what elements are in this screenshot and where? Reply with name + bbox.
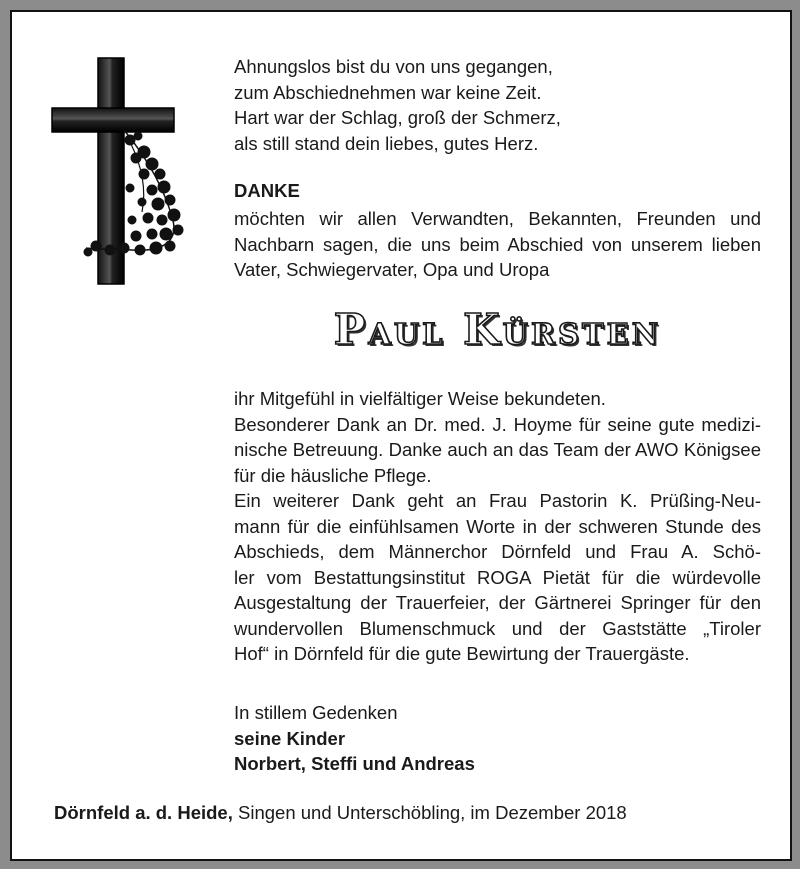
danke-line: Vater, Schwiegervater, Opa und Uropa: [234, 259, 550, 280]
thanks-line: Abschieds, dem Männerchor Dörnfeld und Frau A. Schö-: [234, 541, 761, 562]
poem-line: als still stand dein liebes, gutes Herz.: [234, 132, 539, 154]
thanks-line: mann für die einfühlsamen Worte in der schweren Stunde des: [234, 515, 761, 537]
thanks-line: Ausgestaltung der Trauerfeier, der Gärtnerei Springer für den: [234, 592, 761, 613]
thanks-line: Ein weiterer Dank geht an Frau Pastorin K. Prüßing-Neu-: [234, 490, 761, 511]
danke-text: [234, 206, 761, 283]
closing-signature: [234, 700, 475, 777]
thanks-line: für die häusliche Pflege.: [234, 464, 432, 486]
danke-line: Nachbarn sagen, die uns beim Abschied von unserem lieben: [234, 233, 761, 255]
thanks-line: ler vom Bestattungsinstitut ROGA Pietät für die würdevolle: [234, 566, 761, 588]
signers-names: Norbert, Steffi und Andreas: [234, 753, 475, 774]
danke-heading: DANKE: [234, 180, 300, 201]
signers-heading: seine Kinder: [234, 727, 346, 749]
poem-line: zum Abschiednehmen war keine Zeit.: [234, 81, 542, 103]
cross-with-ivy-icon: [12, 12, 212, 312]
thanks-line: wundervollen Blumenschmuck und der Gaststätte „Tiroler: [234, 617, 761, 639]
obituary-notice: [10, 10, 792, 861]
thanks-line: Hof“ in Dörnfeld für die gute Bewirtung der Trauergäste.: [234, 643, 690, 664]
danke-line: möchten wir allen Verwandten, Bekannten, Freunden und: [234, 208, 761, 229]
closing-line: In stillem Gedenken: [234, 702, 398, 723]
thanks-text: [234, 386, 761, 667]
poem-line: Hart war der Schlag, groß der Schmerz,: [234, 107, 561, 128]
thanks-line: ihr Mitgefühl in vielfältiger Weise bekundeten.: [234, 388, 606, 409]
footer-rest: Singen und Unterschöbling, im Dezember 2018: [232, 802, 627, 823]
thanks-line: nische Betreuung. Danke auch an das Team der AWO Königsee: [234, 439, 761, 460]
deceased-name: Paul Kürsten: [333, 305, 662, 354]
footer-place: Dörnfeld a. d. Heide,: [54, 802, 233, 823]
poem-line: Ahnungslos bist du von uns gegangen,: [234, 56, 553, 77]
thanks-line: Besonderer Dank an Dr. med. J. Hoyme für seine gute medizi-: [234, 413, 761, 435]
footer-place-date: [54, 800, 627, 826]
poem: [234, 54, 561, 156]
